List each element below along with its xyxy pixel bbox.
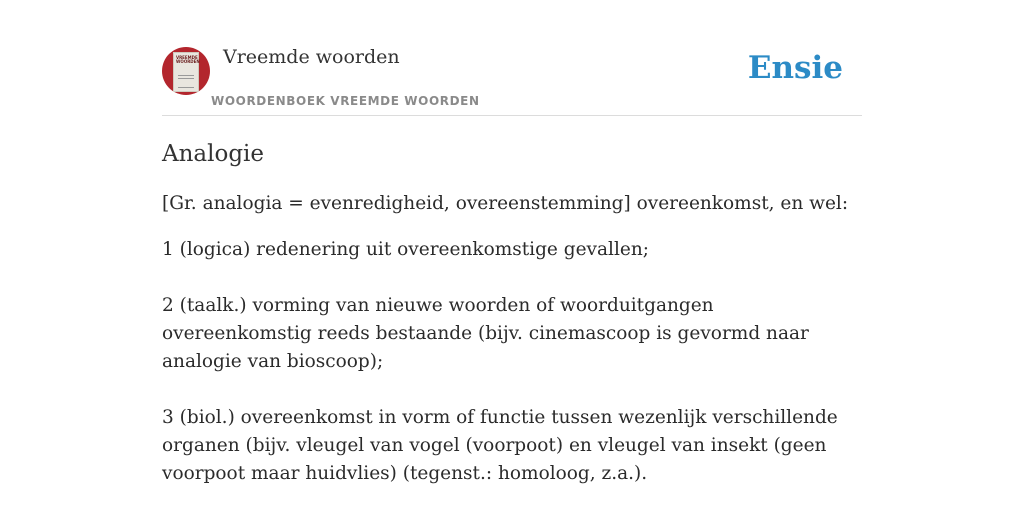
cover-line-icon bbox=[178, 75, 194, 76]
cover-line-icon bbox=[178, 87, 194, 88]
definition-item: 2 (taalk.) vorming van nieuwe woorden of woorduitgangen overeenkomstig reeds bestaande (bijv. cinemascoop is gevormd naar analogie van bioscoop); bbox=[162, 295, 809, 372]
entry-content bbox=[162, 136, 862, 512]
dictionary-title-link[interactable]: Vreemde woorden bbox=[223, 46, 400, 68]
site-header bbox=[162, 44, 862, 116]
definition-list bbox=[162, 236, 862, 488]
dictionary-subtitle: WOORDENBOEK VREEMDE WOORDEN bbox=[211, 94, 480, 108]
ensie-logo-link[interactable]: Ensie bbox=[747, 50, 843, 86]
definition-item: 3 (biol.) overeenkomst in vorm of functie tussen wezenlijk verschillende organen (bijv. vleugel van vogel (voorpoot) en vleugel van insekt (geen voorpoot maar huidvlies) (tegenst.: homoloog, z.a.). bbox=[162, 407, 838, 484]
book-cover-title: VREEMDE WOORDEN bbox=[176, 55, 200, 64]
entry-title: Analogie bbox=[162, 141, 265, 167]
book-cover-icon bbox=[173, 52, 199, 92]
cover-line-icon bbox=[178, 78, 194, 79]
entry-etymology: [Gr. analogia = evenredigheid, overeenstemming] overeenkomst, en wel: bbox=[162, 193, 849, 214]
definition-item: 1 (logica) redenering uit overeenkomstige gevallen; bbox=[162, 239, 649, 260]
book-cover-avatar[interactable] bbox=[162, 47, 210, 95]
